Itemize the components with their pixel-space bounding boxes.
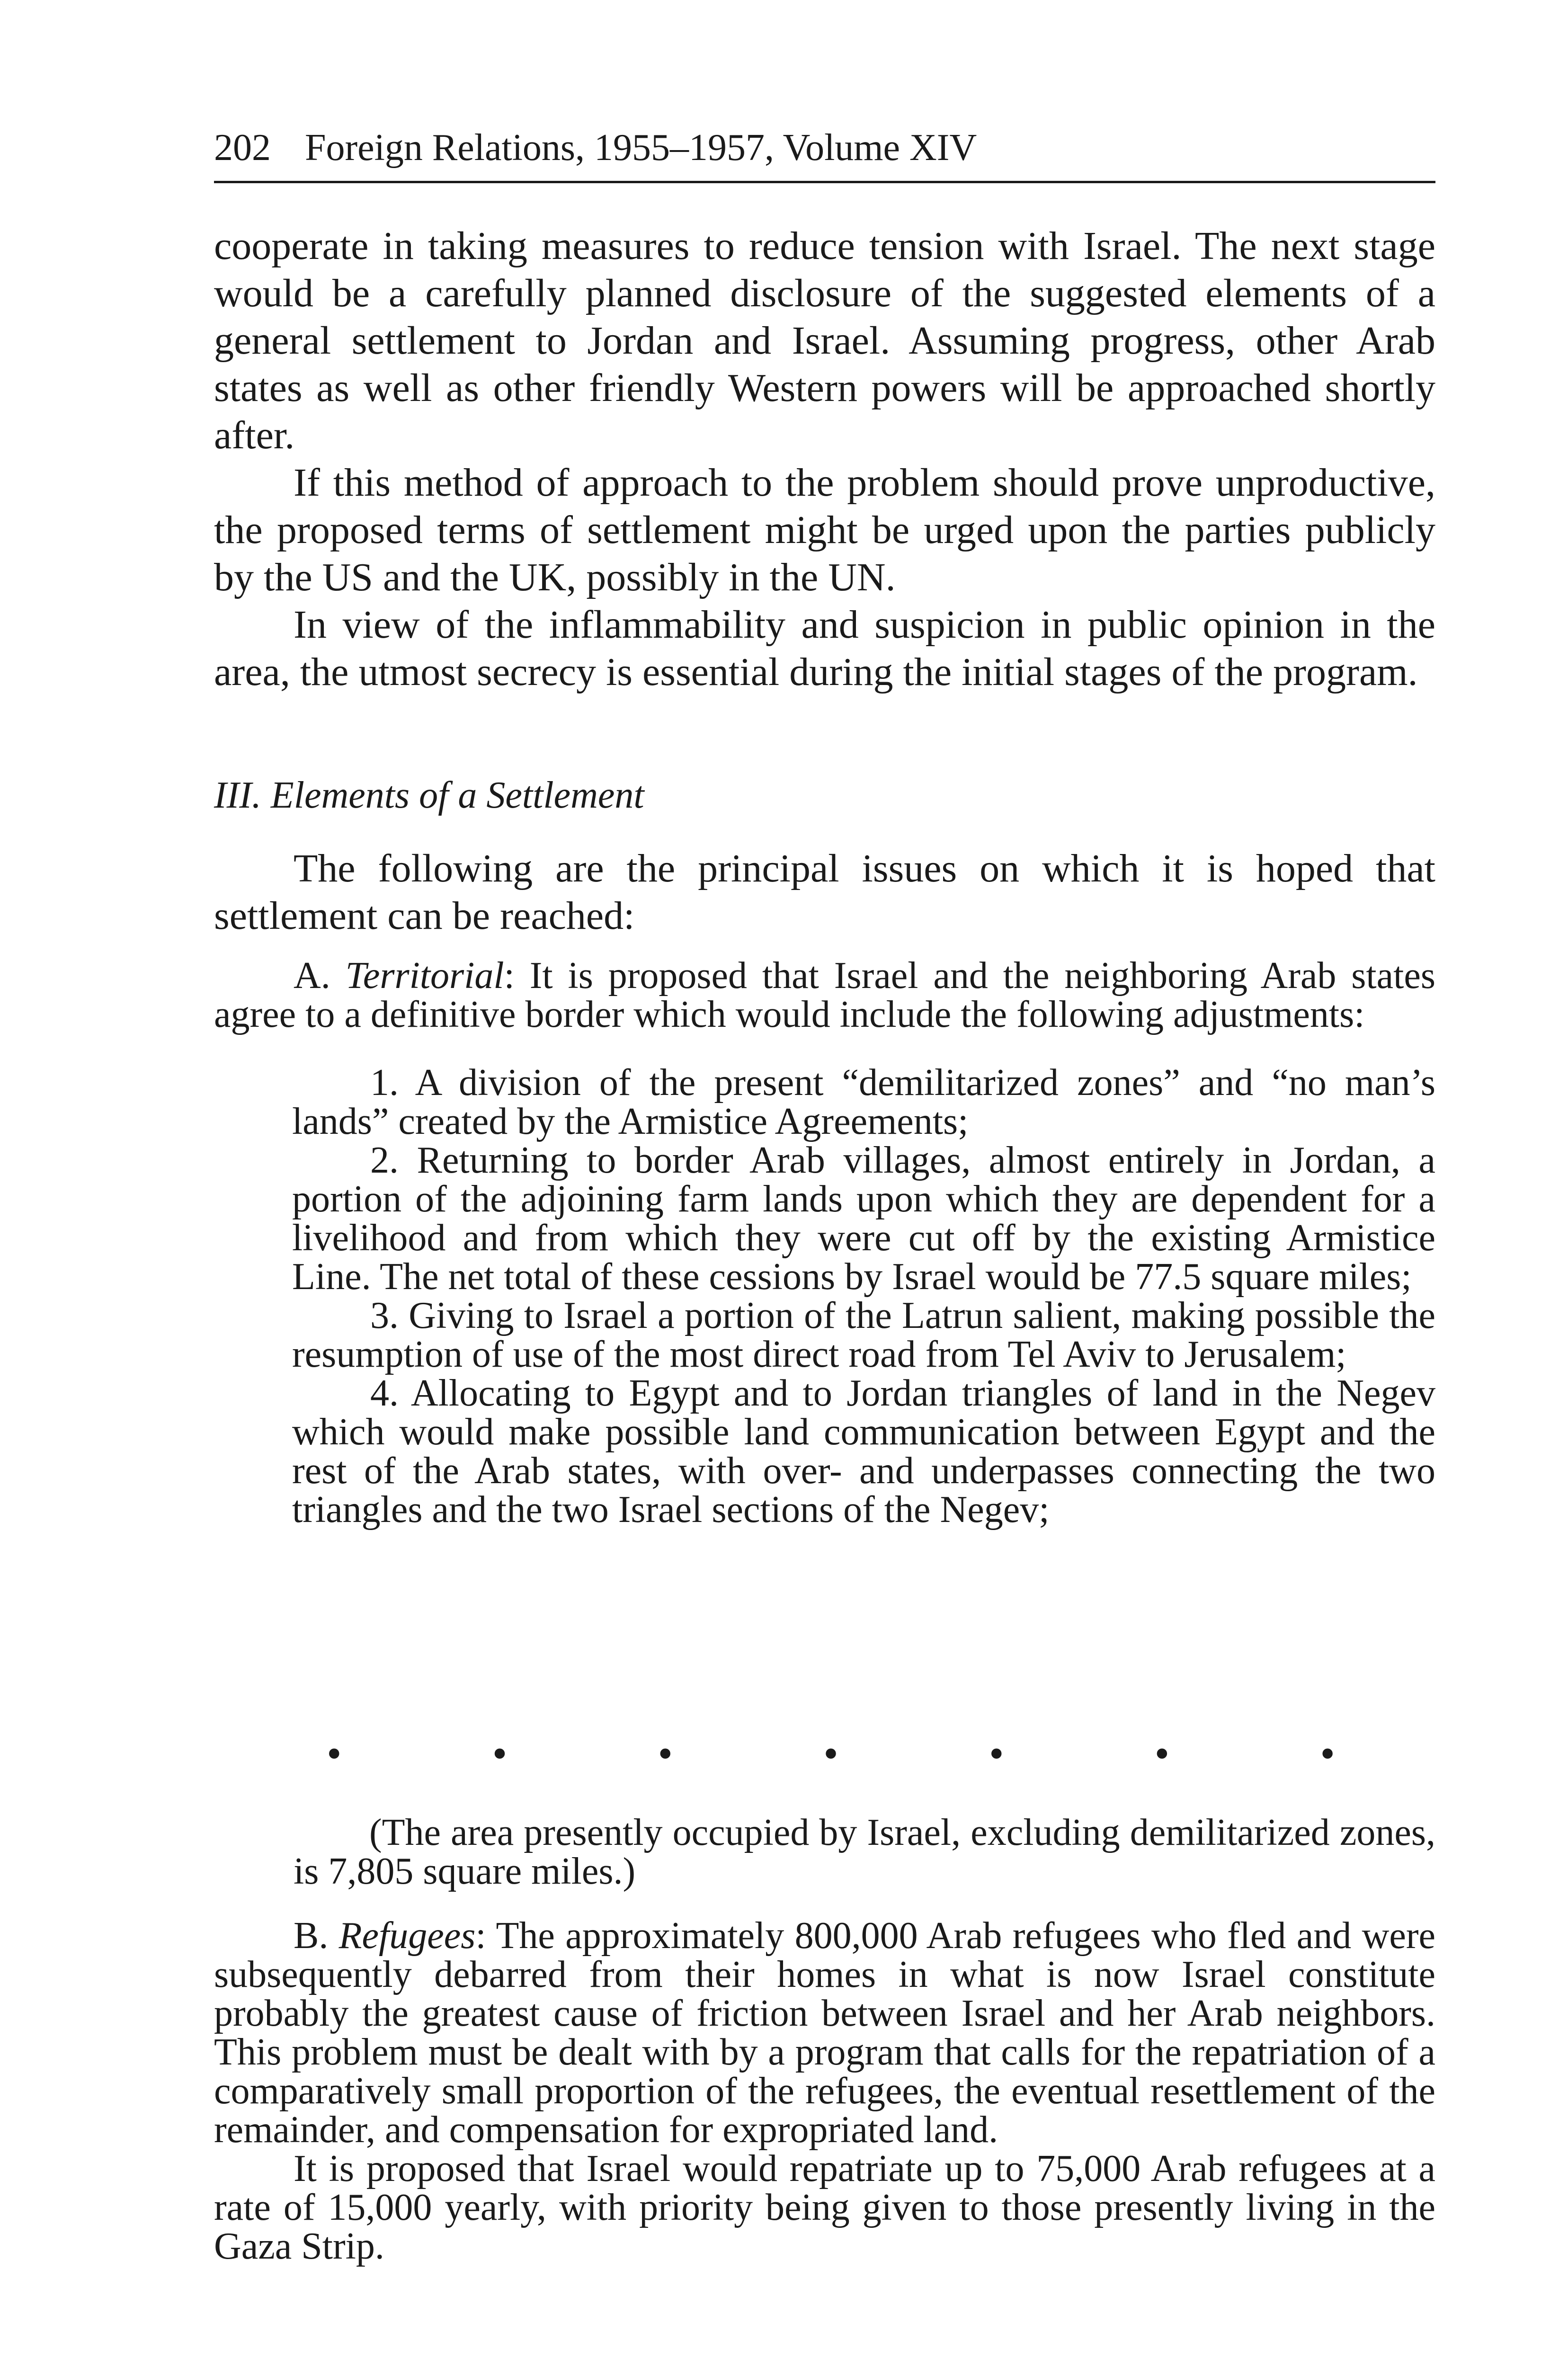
page-number: 202 <box>214 127 271 169</box>
paragraph-cooperate: cooperate in taking measures to reduce tension with Israel. The next stage would be a carefully planned disclosure of the suggested elements of a general settlement to Jordan and Israel. Assuming progress, other Arab states as well as other friendly Western powers will be approached shortly after. <box>214 224 1435 457</box>
territorial-item-3: 3. Giving to Israel a portion of the Latrun salient, making possible the resumption of use of the most direct road from Tel Aviv to Jerusalem; <box>292 1295 1435 1375</box>
refugees-title: Refugees <box>339 1915 476 1957</box>
area-note-text: (The area presently occupied by Israel, excluding demilitarized zones, is 7,805 square miles.) <box>294 1812 1435 1892</box>
top-paragraphs <box>214 222 1435 696</box>
paragraph-approach: If this method of approach to the problem should prove unproductive, the proposed terms of settlement might be urged upon the parties publicly by the US and the UK, possibly in the UN. <box>214 461 1435 599</box>
ellipsis-dot: • <box>1320 1730 1335 1777</box>
ellipsis-dot: • <box>823 1730 838 1777</box>
territorial-block <box>214 956 1435 1529</box>
territorial-label: A. <box>294 955 346 997</box>
territorial-paragraph <box>214 956 1435 1034</box>
section-intro: The following are the principal issues on which it is hoped that settlement can be reached: <box>214 846 1435 938</box>
page-header <box>214 124 1435 183</box>
territorial-text: : It is proposed that Israel and the neighboring Arab states agree to a definitive border which would include the following adjustments: <box>214 955 1435 1035</box>
ellipsis-dot: • <box>1154 1730 1170 1777</box>
area-note <box>294 1813 1435 1891</box>
refugees-repatriation-paragraph: It is proposed that Israel would repatriate up to 75,000 Arab refugees at a rate of 15,000 yearly, with priority being given to those presently living in the Gaza Strip. <box>214 2148 1435 2267</box>
refugees-paragraph <box>214 1916 1435 2149</box>
paragraph-secrecy: In view of the inflammability and suspicion in public opinion in the area, the utmost secrecy is essential during the initial stages of the program. <box>214 603 1435 694</box>
territorial-item-2: 2. Returning to border Arab villages, almost entirely in Jordan, a portion of the adjoining farm lands upon which they are dependent for a livelihood and from which they were cut off by the existing Armistice Line. The net total of these cessions by Israel would be 77.5 square miles; <box>292 1139 1435 1298</box>
territorial-item-1: 1. A division of the present “demilitarized zones” and “no man’s lands” created by the Armistice Agreements; <box>292 1062 1435 1142</box>
territorial-item-4: 4. Allocating to Egypt and to Jordan triangles of land in the Negev which would make possible land communication between Egypt and the rest of the Arab states, with over- and underpasses connecting the two triangles and the two Israel sections of the Negev; <box>292 1372 1435 1531</box>
territorial-title: Territorial <box>345 955 504 997</box>
ellipsis-dot: • <box>989 1730 1004 1777</box>
section-heading: III. Elements of a Settlement <box>214 774 644 816</box>
refugees-block <box>214 1916 1435 2266</box>
ellipsis-dot: • <box>327 1730 342 1777</box>
ellipsis-dot: • <box>658 1730 673 1777</box>
running-title: Foreign Relations, 1955–1957, Volume XIV <box>305 127 977 169</box>
section-intro-block <box>214 845 1435 940</box>
ellipsis-dot: • <box>492 1730 508 1777</box>
ellipsis-row <box>327 1730 1335 1778</box>
refugees-label: B. <box>294 1915 339 1957</box>
refugees-text: : The approximately 800,000 Arab refugees who fled and were subsequently debarred from their homes in what is now Israel constitute probably the greatest cause of friction between Israel and her Arab neighbors. This problem must be dealt with by a program that calls for the repatriation of a comparatively small proportion of the refugees, the eventual resettlement of the remainder, and compensation for expropriated land. <box>214 1915 1435 2151</box>
